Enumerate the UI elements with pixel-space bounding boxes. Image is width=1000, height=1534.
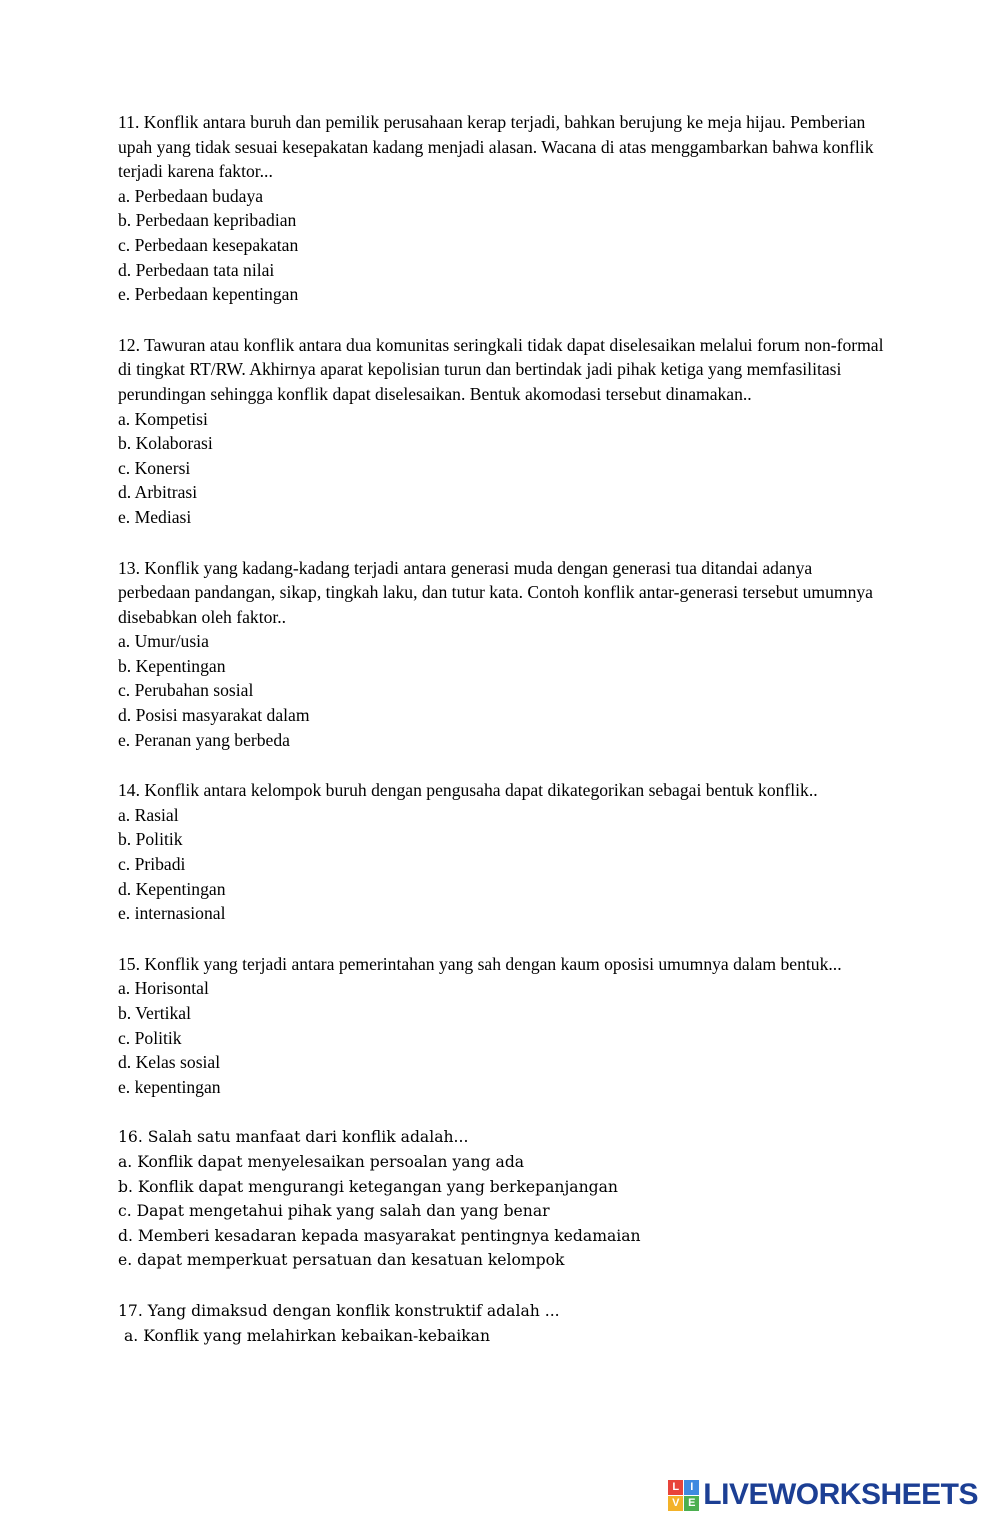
question-stem: 17. Yang dimaksud dengan konflik konstruktif adalah ... (118, 1301, 560, 1320)
option-e[interactable]: e. Mediasi (118, 506, 192, 527)
question-options (118, 1150, 888, 1273)
badge-letter-v: V (668, 1496, 683, 1511)
option-c[interactable]: c. Perbedaan kesepakatan (118, 234, 299, 255)
option-d[interactable]: d. Perbedaan tata nilai (118, 259, 275, 280)
live-badge-icon (668, 1480, 699, 1511)
question-stem: 12. Tawuran atau konflik antara dua komunitas seringkali tidak dapat diselesaikan melalui forum non-formal di tingkat RT/RW. Akhirnya aparat kepolisian turun dan bertindak jadi pihak ketiga yang memfasilitasi perundingan sehingga konflik dapat diselesaikan. Bentuk akomodasi tersebut dinamakan.. (118, 334, 884, 404)
option-c[interactable]: c. Pribadi (118, 854, 186, 875)
option-d[interactable]: d. Kelas sosial (118, 1052, 221, 1073)
option-a[interactable]: a. Umur/usia (118, 631, 209, 652)
option-c[interactable]: c. Dapat mengetahui pihak yang salah dan yang benar (118, 1202, 550, 1221)
option-b[interactable]: b. Politik (118, 829, 183, 850)
option-c[interactable]: c. Politik (118, 1027, 182, 1048)
badge-letter-l: L (668, 1480, 683, 1495)
option-b[interactable]: b. Vertikal (118, 1003, 191, 1023)
question-options (118, 803, 888, 926)
option-b[interactable]: b. Kolaborasi (118, 433, 213, 454)
option-d[interactable]: d. Kepentingan (118, 878, 226, 899)
question-options (118, 629, 888, 752)
question-block-12 (118, 333, 888, 530)
badge-letter-e: E (684, 1496, 699, 1511)
option-b[interactable]: b. Kepentingan (118, 655, 226, 676)
question-stem: 16. Salah satu manfaat dari konflik adalah... (118, 1128, 469, 1147)
brand-name: LIVEWORKSHEETS (703, 1478, 978, 1511)
option-a[interactable]: a. Perbedaan budaya (118, 185, 264, 206)
question-stem: 11. Konflik antara buruh dan pemilik perusahaan kerap terjadi, bahkan berujung ke meja hijau. Pemberian upah yang tidak sesuai kesepakatan kadang menjadi alasan. Wacana di atas menggambarkan bahwa konflik terjadi karena faktor... (118, 112, 874, 182)
question-block-16 (118, 1125, 888, 1273)
option-a[interactable]: a. Kompetisi (118, 408, 208, 429)
badge-letter-i: I (684, 1480, 699, 1495)
option-a[interactable]: a. Konflik yang melahirkan kebaikan-kebaikan (124, 1326, 491, 1345)
option-a[interactable]: a. Rasial (118, 804, 179, 825)
question-stem: 13. Konflik yang kadang-kadang terjadi antara generasi muda dengan generasi tua ditandai adanya perbedaan pandangan, sikap, tingkah laku, dan tutur kata. Contoh konflik antar-generasi tersebut umumnya disebabkan oleh faktor.. (118, 557, 873, 627)
option-b[interactable]: b. Konflik dapat mengurangi ketegangan yang berkepanjangan (118, 1177, 618, 1196)
option-c[interactable]: c. Konersi (118, 457, 191, 478)
question-block-17 (118, 1299, 888, 1348)
option-e[interactable]: e. dapat memperkuat persatuan dan kesatuan kelompok (118, 1251, 565, 1270)
option-c[interactable]: c. Perubahan sosial (118, 680, 254, 701)
questions-container (118, 110, 888, 1374)
question-options (118, 1324, 888, 1349)
question-options (118, 184, 888, 307)
option-e[interactable]: e. kepentingan (118, 1076, 221, 1097)
question-stem: 14. Konflik antara kelompok buruh dengan pengusaha dapat dikategorikan sebagai bentuk konflik.. (118, 780, 818, 801)
question-options (118, 407, 888, 530)
option-e[interactable]: e. Peranan yang berbeda (118, 729, 290, 750)
question-block-13 (118, 556, 888, 753)
option-d[interactable]: d. Posisi masyarakat dalam (118, 705, 310, 726)
liveworksheets-logo[interactable] (668, 1478, 978, 1512)
question-stem: 15. Konflik yang terjadi antara pemerintahan yang sah dengan kaum oposisi umumnya dalam bentuk... (118, 953, 842, 974)
question-block-15 (118, 952, 888, 1100)
option-b[interactable]: b. Perbedaan kepribadian (118, 210, 297, 231)
option-a[interactable]: a. Konflik dapat menyelesaikan persoalan yang ada (118, 1152, 525, 1171)
option-a[interactable]: a. Horisontal (118, 978, 209, 999)
option-e[interactable]: e. internasional (118, 903, 226, 924)
question-block-11 (118, 110, 888, 307)
option-d[interactable]: d. Arbitrasi (118, 482, 198, 503)
option-e[interactable]: e. Perbedaan kepentingan (118, 284, 299, 305)
question-block-14 (118, 778, 888, 926)
question-options (118, 976, 888, 1099)
option-d[interactable]: d. Memberi kesadaran kepada masyarakat pentingnya kedamaian (118, 1226, 641, 1245)
